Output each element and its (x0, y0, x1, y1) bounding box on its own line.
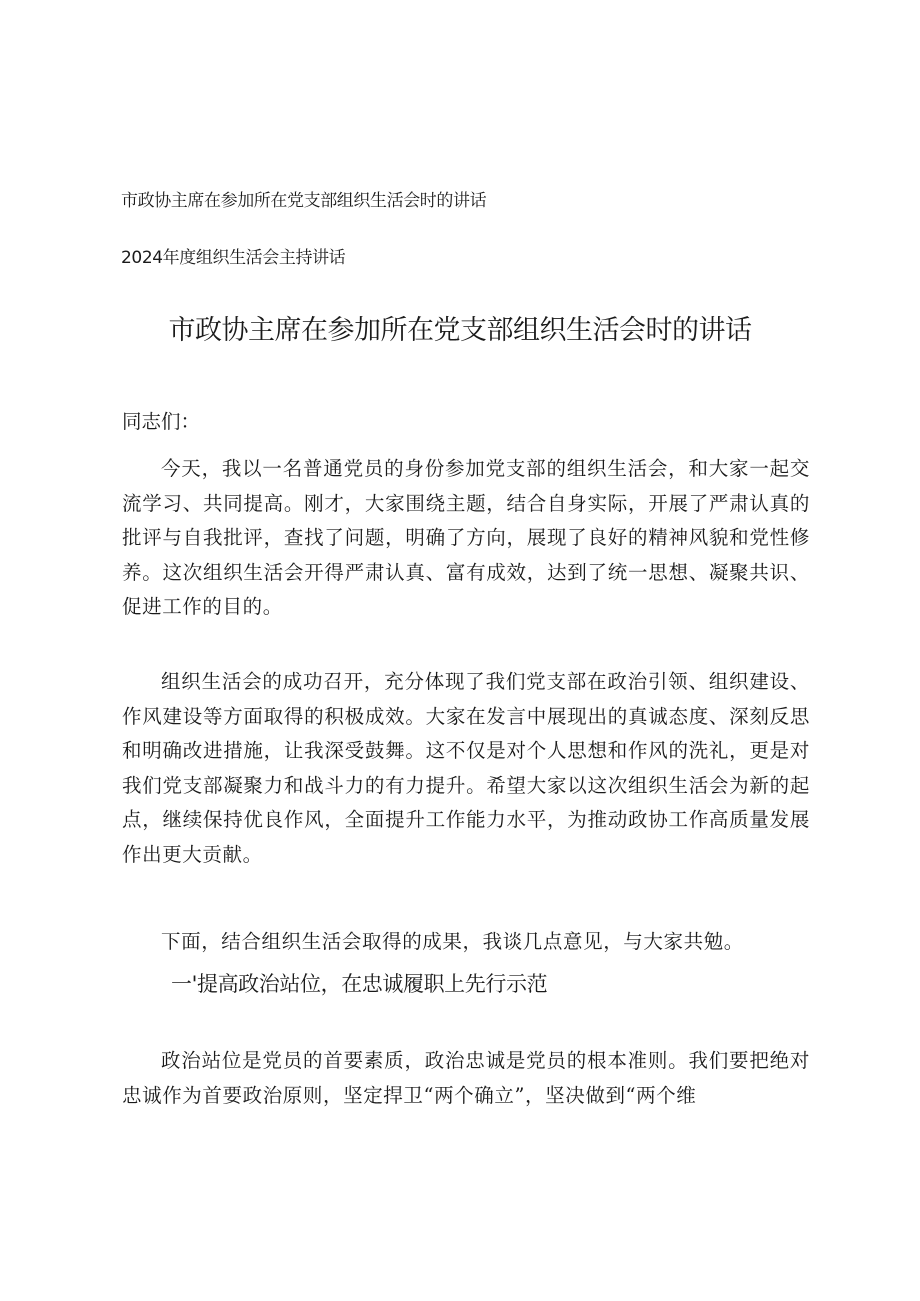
paragraph-achievements: 组织生活会的成功召开，充分体现了我们党支部在政治引领、组织建设、作风建设等方面取得的积极成效。大家在发言中展现出的真诚态度、深刻反思和明确改进措施，让我深受鼓舞。这不仅是对个人思想和作风的洗礼，更是对我们党支部凝聚力和战斗力的有力提升。希望大家以这次组织生活会为新的起点，继续保持优良作风，全面提升工作能力水平，为推动政协工作高质量发展作出更大贡献。 (122, 670, 810, 866)
document-title: 市政协主席在参加所在党支部组织生活会时的讲话 (168, 315, 752, 346)
toc-entry-speech-title: 市政协主席在参加所在党支部组织生活会时的讲话 (121, 191, 487, 211)
paragraph-opening: 今天，我以一名普通党员的身份参加党支部的组织生活会，和大家一起交流学习、共同提高。刚才，大家围绕主题，结合自身实际，开展了严肃认真的批评与自我批评，查找了问题，明确了方向，展现了良好的精神风貌和党性修养。这次组织生活会开得严肃认真、富有成效，达到了统一思想、凝聚共识、促进工作的目的。 (122, 457, 810, 618)
paragraph-political-stance: 政治站位是党员的首要素质，政治忠诚是党员的根本准则。我们要把绝对忠诚作为首要政治原则，坚定捍卫“两个确立”，坚决做到“两个维 (122, 1049, 810, 1107)
section-heading-1: 一'提高政治站位，在忠诚履职上先行示范 (171, 972, 548, 996)
salutation: 同志们： (122, 410, 201, 433)
toc-entry-host-speech: 2024年度组织生活会主持讲话 (121, 248, 346, 268)
paragraph-transition: 下面，结合组织生活会取得的成果，我谈几点意见，与大家共勉。 (161, 930, 744, 953)
